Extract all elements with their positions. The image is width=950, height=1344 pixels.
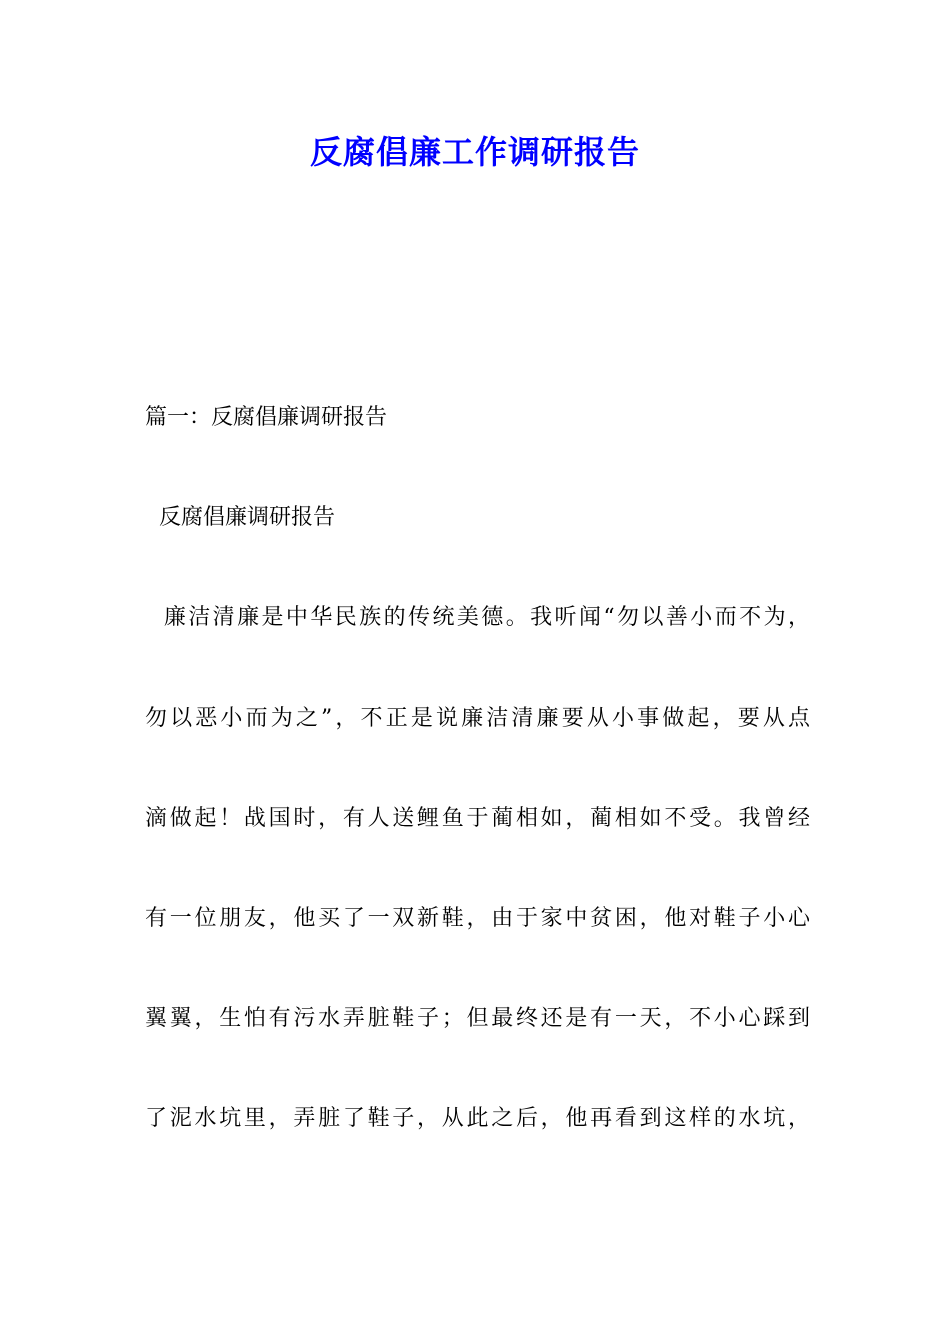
body-line: 了泥水坑里，弄脏了鞋子，从此之后，他再看到这样的水坑， [145, 1106, 810, 1131]
body-line [145, 603, 810, 633]
body-line-text: 廉洁清廉是中华民族的传统美德。我听闻“勿以善小而不为， [145, 605, 810, 630]
body-line: 勿以恶小而为之”，不正是说廉洁清廉要从小事做起，要从点 [145, 706, 810, 731]
body-line: 有一位朋友，他买了一双新鞋，由于家中贫困，他对鞋子小心 [145, 906, 810, 931]
section-heading: 篇一：反腐倡廉调研报告 [145, 405, 388, 430]
body-line: 翼翼，生怕有污水弄脏鞋子；但最终还是有一天，不小心踩到 [145, 1006, 810, 1031]
body-line: 滴做起！战国时，有人送鲤鱼于蔺相如，蔺相如不受。我曾经 [145, 806, 810, 831]
sub-heading-text: 反腐倡廉调研报告 [145, 505, 335, 530]
sub-heading [145, 503, 810, 533]
document-title: 反腐倡廉工作调研报告 [309, 133, 640, 171]
